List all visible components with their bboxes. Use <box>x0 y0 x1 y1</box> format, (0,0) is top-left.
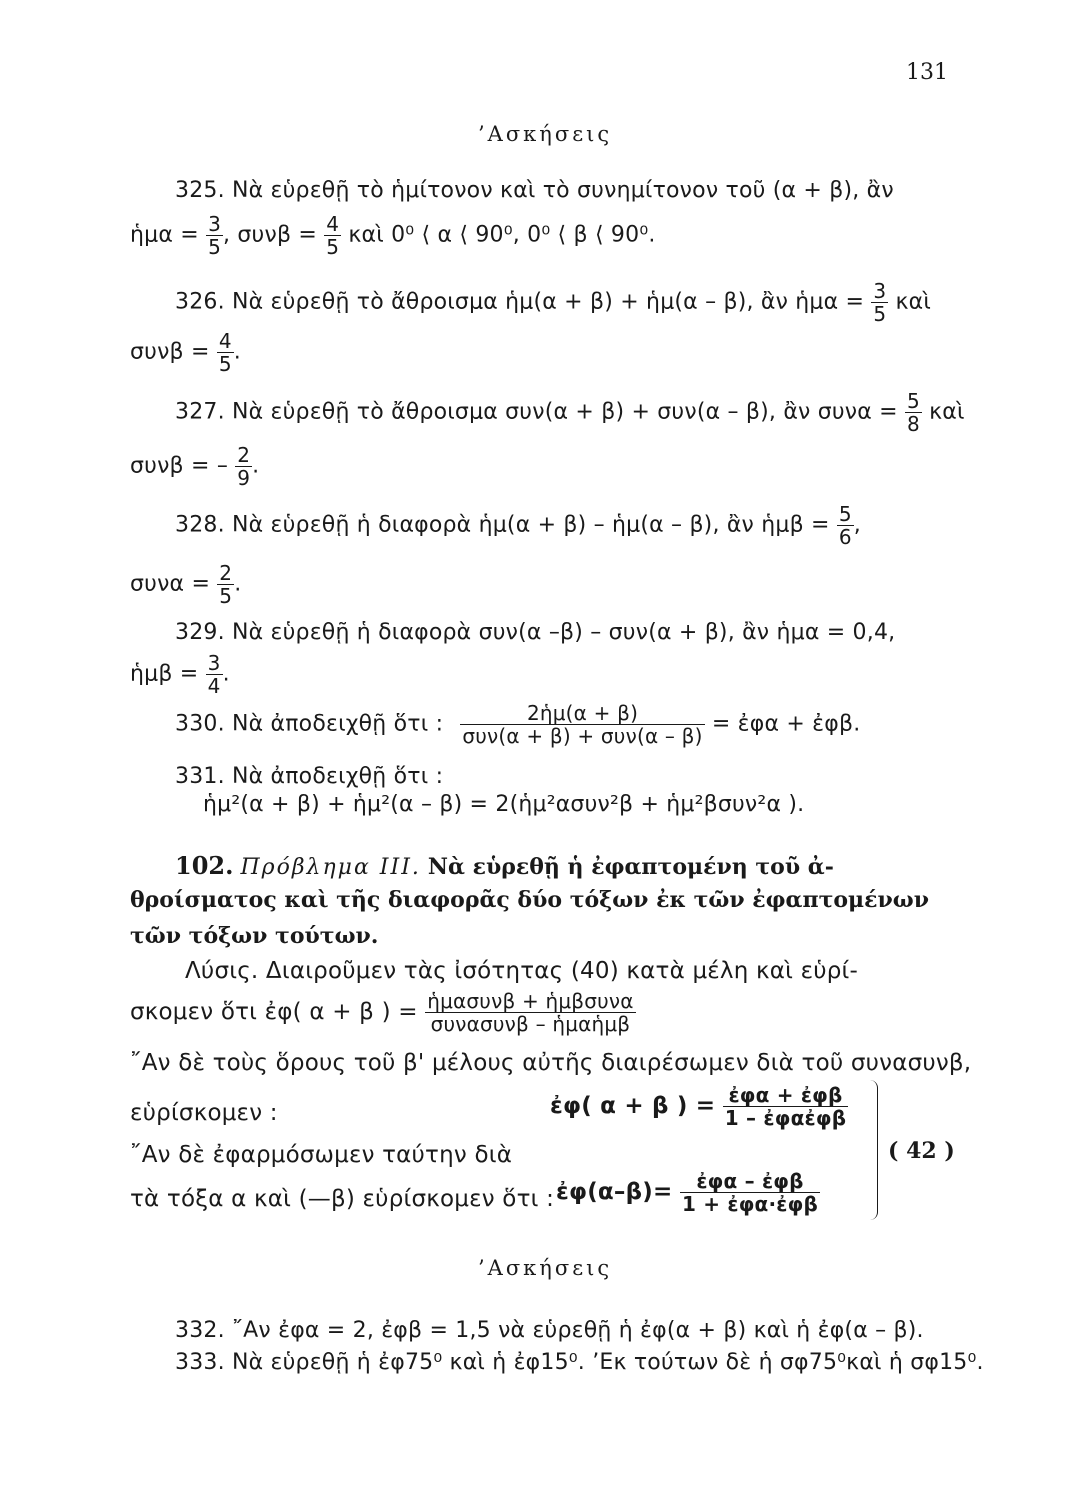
fraction <box>905 390 922 435</box>
denominator: 4 <box>207 674 221 698</box>
numerator: 5 <box>838 502 852 526</box>
fraction <box>837 503 854 548</box>
equation-label: ( 42 ) <box>888 1138 955 1164</box>
exercise-327-line2 <box>130 444 259 489</box>
fraction <box>680 1170 820 1215</box>
numerator: 4 <box>218 329 232 353</box>
text: 330. Νὰ ἀποδειχθῇ ὅτι : <box>175 711 444 737</box>
denominator: 6 <box>838 525 852 549</box>
fraction <box>723 1084 848 1129</box>
exercises-heading: ’Ασκήσεις <box>478 1256 613 1280</box>
formula-tan-sum <box>550 1084 848 1129</box>
denominator: 5 <box>218 352 232 376</box>
text: ἡμβ = <box>130 661 199 687</box>
exercise-328-line2 <box>130 562 241 607</box>
denominator: 1 + ἐφα·ἐφβ <box>681 1192 818 1216</box>
exercise-331-line1: 331. Νὰ ἀποδειχθῇ ὅτι : <box>175 764 444 789</box>
numerator: 2 <box>237 443 251 467</box>
solution-line5: ῎Αν δὲ ἐφαρμόσωμεν ταύτην διὰ <box>130 1142 513 1168</box>
fraction <box>217 330 234 375</box>
denominator: 5 <box>208 235 222 259</box>
text: . <box>234 571 242 597</box>
text: , <box>853 512 861 538</box>
text: καὶ 0⁰ ⟨ α ⟨ 90⁰, 0⁰ ⟨ β ⟨ 90⁰. <box>348 222 656 248</box>
section-number: 102. <box>175 851 234 880</box>
fraction <box>206 213 223 258</box>
fraction <box>460 702 704 747</box>
text: = ἐφα + ἐφβ. <box>711 711 861 737</box>
text: καὶ <box>929 399 965 425</box>
text: σκομεν ὅτι ἐφ( α + β ) = <box>130 999 418 1025</box>
text: συνα = <box>130 571 211 597</box>
text: ἐφ(α–β)= <box>556 1179 673 1205</box>
right-brace <box>867 1080 878 1220</box>
solution-line3: ῎Αν δὲ τοὺς ὅρους τοῦ β' μέλους αὐτῆς διαιρέσωμεν διὰ τοῦ συνασυνβ, <box>130 1050 972 1076</box>
denominator: 1 – ἐφαἐφβ <box>724 1106 847 1130</box>
section-title: Πρόβλημα ΙΙΙ. <box>240 855 421 880</box>
fraction <box>206 652 223 697</box>
fraction <box>235 444 252 489</box>
exercise-326-line2 <box>130 330 241 375</box>
section-102-line1 <box>175 848 834 886</box>
fraction <box>324 213 341 258</box>
text: 327. Νὰ εὑρεθῇ τὸ ἄθροισμα συν(α + β) + συν(α – β), ἂν συνα = <box>175 399 898 425</box>
exercise-330 <box>175 702 860 747</box>
text: συνβ = <box>130 339 210 365</box>
text: . <box>233 339 241 365</box>
exercise-328-line1 <box>175 503 861 548</box>
section-102-line3: τῶν τόξων τούτων. <box>130 923 379 949</box>
section-102-line2: θροίσματος καὶ τῆς διαφορᾶς δύο τόξων ἐκ τῶν ἐφαπτομένων <box>130 887 930 913</box>
text: , συνβ = <box>223 222 318 248</box>
solution-line4: εὑρίσκομεν : <box>130 1100 278 1126</box>
text: . <box>222 661 230 687</box>
exercise-325-line1: 325. Νὰ εὑρεθῇ τὸ ἡμίτονον καὶ τὸ συνημίτονον τοῦ (α + β), ἂν <box>175 178 894 203</box>
text: 328. Νὰ εὑρεθῇ ἡ διαφορὰ ἡμ(α + β) – ἡμ(α – β), ἂν ἡμβ = <box>175 512 830 538</box>
numerator: 4 <box>326 212 340 236</box>
fraction <box>425 990 635 1035</box>
text: ἡμα = <box>130 222 199 248</box>
numerator: 5 <box>907 389 920 413</box>
denominator: 5 <box>326 235 340 259</box>
numerator: ἐφα + ἐφβ <box>723 1084 848 1107</box>
numerator: 3 <box>873 279 887 303</box>
text: . <box>252 453 260 479</box>
denominator: 5 <box>219 584 233 608</box>
text: καὶ <box>895 289 931 315</box>
denominator: 8 <box>907 412 920 436</box>
exercise-332: 332. ῎Αν ἐφα = 2, ἐφβ = 1,5 νὰ εὑρεθῇ ἡ ἐφ(α + β) καὶ ἡ ἐφ(α – β). <box>175 1318 924 1343</box>
exercise-329-line2 <box>130 652 230 697</box>
denominator: συνασυνβ – ἡμαἡμβ <box>430 1012 631 1036</box>
exercise-326-line1 <box>175 280 931 325</box>
exercise-329-line1: 329. Νὰ εὑρεθῇ ἡ διαφορὰ συν(α –β) – συν(α + β), ἂν ἡμα = 0,4, <box>175 620 896 645</box>
formula-tan-diff <box>556 1170 820 1215</box>
fraction <box>217 562 234 607</box>
solution-line2 <box>130 990 636 1035</box>
denominator: 5 <box>873 302 887 326</box>
page-number: 131 <box>906 60 948 85</box>
numerator: 3 <box>207 651 221 675</box>
exercise-325-line2 <box>130 213 656 258</box>
exercise-327-line1 <box>175 390 965 435</box>
fraction <box>871 280 888 325</box>
numerator: 3 <box>208 212 222 236</box>
numerator: ἡμασυνβ + ἡμβσυνα <box>427 989 634 1013</box>
denominator: συν(α + β) + συν(α – β) <box>462 724 703 748</box>
numerator: 2ἡμ(α + β) <box>460 702 704 725</box>
solution-line6: τὰ τόξα α καὶ (—β) εὑρίσκομεν ὅτι : <box>130 1186 555 1212</box>
exercise-333: 333. Νὰ εὑρεθῇ ἡ ἐφ75⁰ καὶ ἡ ἐφ15⁰. ’Εκ τούτων δὲ ἡ σφ75⁰καὶ ἡ σφ15⁰. <box>175 1350 984 1375</box>
solution-line1: Λύσις. Διαιροῦμεν τὰς ἰσότητας (40) κατὰ μέλη καὶ εὑρί- <box>185 958 859 984</box>
exercises-heading: ’Ασκήσεις <box>478 122 613 146</box>
text: ἐφ( α + β ) = <box>550 1093 716 1119</box>
exercise-331-line2: ἡμ²(α + β) + ἡμ²(α – β) = 2(ἡμ²ασυν²β + ἡμ²βσυν²α ). <box>203 792 805 817</box>
text: Νὰ εὑρεθῇ ἡ ἐφαπτομένη τοῦ ἀ- <box>427 854 834 880</box>
text: 326. Νὰ εὑρεθῇ τὸ ἄθροισμα ἡμ(α + β) + ἡμ(α – β), ἂν ἡμα = <box>175 289 865 315</box>
denominator: 9 <box>237 466 251 490</box>
numerator: ἐφα – ἐφβ <box>680 1170 820 1193</box>
text: συνβ = – <box>130 453 229 479</box>
numerator: 2 <box>219 561 233 585</box>
